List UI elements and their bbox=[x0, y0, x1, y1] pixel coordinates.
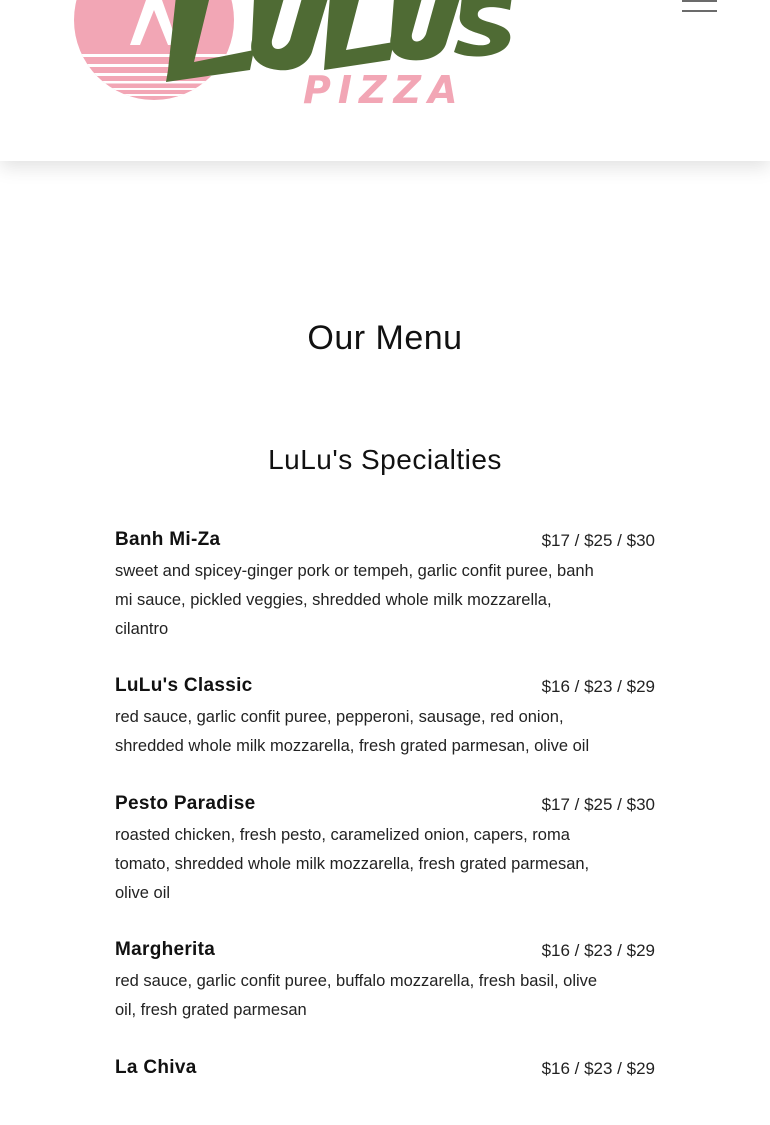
menu-item-header bbox=[115, 791, 655, 821]
menu-item bbox=[115, 527, 655, 643]
page-title: Our Menu bbox=[307, 319, 463, 357]
menu-item-description: sweet and spicey-ginger pork or tempeh, garlic confit puree, banh mi sauce, pickled veggies, shredded whole milk mozzarella, cilantro bbox=[115, 562, 594, 638]
menu-item-name: La Chiva bbox=[115, 1056, 197, 1078]
menu-item-header bbox=[115, 673, 655, 703]
menu-item-price: $17 / $25 / $30 bbox=[541, 531, 655, 550]
menu-item-description: roasted chicken, fresh pesto, caramelized onion, capers, roma tomato, shredded whole milk mozzarella, fresh grated parmesan, olive oil bbox=[115, 825, 590, 902]
menu-list bbox=[115, 527, 655, 1115]
menu-item-name: Margherita bbox=[115, 939, 216, 961]
menu-item-price: $17 / $25 / $30 bbox=[541, 794, 655, 814]
section-title-specialties: LuLu's Specialties bbox=[268, 444, 502, 475]
menu-item-header bbox=[115, 527, 655, 557]
hamburger-icon bbox=[682, 0, 717, 2]
menu-item-price: $16 / $23 / $29 bbox=[541, 677, 655, 697]
menu-item-price: $16 / $23 / $29 bbox=[541, 1058, 655, 1078]
menu-item-name: LuLu's Classic bbox=[115, 675, 253, 697]
site-header bbox=[0, 0, 770, 161]
menu-item-price: $16 / $23 / $29 bbox=[541, 941, 655, 961]
menu-item-name: Banh Mi-Za bbox=[115, 529, 221, 550]
menu-item-description: red sauce, garlic confit puree, buffalo mozzarella, fresh basil, olive oil, fresh grated parmesan bbox=[115, 972, 598, 1020]
menu-item bbox=[115, 791, 655, 907]
menu-item bbox=[115, 937, 655, 1025]
lulus-pizza-logo[interactable] bbox=[58, 0, 518, 112]
menu-item bbox=[115, 673, 655, 761]
menu-item-name: Pesto Paradise bbox=[115, 792, 256, 814]
hamburger-menu-button[interactable] bbox=[676, 0, 722, 18]
menu-item-header bbox=[115, 937, 655, 967]
logo-pizza-wordmark: PIZZA bbox=[303, 68, 465, 112]
menu-item-description: red sauce, garlic confit puree, pepperoni, sausage, red onion, shredded whole milk mozzarella, fresh grated parmesan, olive oil bbox=[115, 708, 590, 756]
hamburger-icon-bar bbox=[682, 10, 717, 12]
menu-item-header bbox=[115, 1055, 655, 1085]
menu-item bbox=[115, 1055, 655, 1085]
